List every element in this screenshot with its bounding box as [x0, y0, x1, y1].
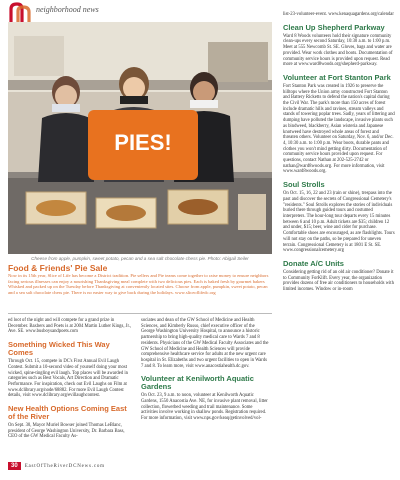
photo-caption: Cheese from apple, pumpkin, sweet potato, pecan and a sea salt chocolate chess pie. Photo: Abigail Seiler: [31, 256, 249, 261]
shepherd-body: Ward 8 Woods volunteers hold their signature community clean-ups every second Saturday, 10:30 a.m. to 1:00 p.m. Meet at 555 Newcomb St. SE. Gloves, bags and water are provided. Wear work clothes and boots. Documentation of community service hours is provided upon request. Read more at www.ward8woods.org/shepherd-parkway.: [283, 33, 393, 68]
column-2: [141, 318, 269, 422]
food-friends-heading: Food & Friends' Pie Sale: [8, 263, 108, 273]
sign-text: PIES!: [114, 130, 172, 155]
stanton-body: Fort Stanton Park was created in 1926 to preserve the hilltops where the Union army constructed Fort Stanton and Battery Ricketts to defend the nation's capital during the Civil War. The park's more than 150 acres of forest include dramatic hills and ravines, stream valleys and stands of towering poplar trees. Sadly, years of littering and dumping have polluted the landscape, invasive plants such as bindweed, blackberry, Asian wisteria and Japanese knotweed have destroyed whole areas of forest and threaten others. Volunteer on Saturday, Nov. 6, and/or Dec. 4, 10:30 a.m. to 1:00 p.m. Wear boots, durable pants and clothes you won't mind getting dirty. Documentation of community service hours provided upon request. For questions, contact Nathan at 202-525-2742 or nathan@ward8woods.org. For more information, visit www.ward8woods.org.: [283, 83, 395, 175]
photo-illustration: [8, 22, 272, 254]
publication-name: EastOfTheRiverDCNews.com: [24, 463, 105, 469]
new-health-heading: New Health Options Coming East of the River: [8, 404, 127, 422]
section-logo-icon: [8, 2, 34, 24]
soul-strolls-heading: Soul Strolls: [283, 180, 325, 190]
kenilworth-body: On Oct. 23, 9 a.m. to noon, volunteer at Kenilworth Aquatic Gardens, 1550 Anacostia Ave. NE, for invasive plant removal, litter collection, flowerbed weeding and trail maintenance. Some activities involve working in shallow ponds. Registration required. For more information, visit www.nps.gov/keaq/getinvolved/vol-: [141, 393, 268, 422]
kenilworth-heading: Volunteer at Kenilworth Aquatic Gardens: [141, 374, 254, 392]
col2-intro: sociates and dean of the GW School of Medicine and Health Sciences, and Kimberly Russo, chief executive officer of the George Washington University Hospital, to announce a historic partnership to bring high-quality medical care to Wards 7 and 8 residents. Physicians of the GW Medical Faculty Associates and the GW School of Medicine and Health Sciences will provide comprehensive healthcare service for adults at the new urgent care hospital in St. Elizabeths and two urgent facilities to open in Wards 7 and 8. To learn more, visit www.anacostiahealth.dc.gov.: [141, 318, 269, 369]
donate-body: Considering getting rid of an old air conditioner? Donate it to Community ForKlift. Every year, the organization provides dozens of free air conditioners to households with limited incomes. Window or in-room: [283, 269, 394, 293]
donate-heading: Donate A/C Units: [283, 258, 344, 268]
something-wicked-body: Through Oct. 15, compete in DC's First Annual Evil Laugh Contest. Submit a 10-second video of yourself doing your most wicked, spine-tingling evil laugh. Top places will be awarded in categories such as Best Vocals, Art Direction and Dramatic Performance. For inspiration, check out Evil Laughs on Film at www.dclibrary.org/node/68882. For more Evil Laugh Contest details, visit www.dclibrary.org/evillaughcontest.: [8, 359, 128, 399]
something-wicked-heading: Something Wicked This Way Comes: [8, 340, 110, 358]
col1-intro: ed loot of the night and will compete for a grand prize in December. Baxbers and Poets is at 2004 Martin Luther Kings, Jr., Ave. SE. www.busboysandpoets.com: [8, 318, 132, 335]
volunteers-photo: [8, 22, 272, 254]
column-3: [283, 12, 395, 293]
food-friends-body: Now in its 15th year, Slice of Life has become a District tradition. Pie sellers and Pie teams come together to raise money to ensure neighbors facing serious illnesses can enjoy a nourishing Thanksgiving meal complete with two delicious pies. Each is baked fresh by gourmet bakers Whisked and packed up on the Tuesday before Thanksgiving at conveniently located sites. Choose from apple, pumpkin, sweet potato, pecan and a sea salt chocolate chess pie. There is no easier way to give back during the holidays. www.sliceoflifedc.org: [8, 273, 269, 295]
shepherd-heading: Clean Up Shepherd Parkway: [283, 22, 385, 32]
new-health-body: On Sept. 30, Mayor Muriel Bowser joined Thomas LeBlanc, president of George Washington University, Dr. Barbara Bass, CEO of the GW Medical Faculty As-: [8, 423, 125, 440]
section-title: neighborhood news: [36, 5, 99, 14]
page-footer: [8, 462, 105, 470]
page-number: 30: [8, 462, 21, 470]
section-divider: [8, 313, 272, 314]
col3-intro: list-23-volunteer-event. www.kenaquagardens.org/calendar: [283, 12, 394, 17]
soul-strolls-body: On Oct. 15, 16, 22 and 23 (rain or shine), trespass into the past and discover the secrets of Congressional Cemetery's "residents." Soul Strolls explores the stories of individuals buried there through guided tours and costumed interpreters. The hour-long tour departs every 15 minutes between 6 and 10 p.m. Adult tickets are $35; children 12 and under, $15; beer, wine and cider for purchase. Comfortable shoes are encouraged, as are flashlights. Tours will not stay on the paths, so be prepared for uneven terrain. Congressional Cemetery is at 1801 E St. SE. www.congressionalcemetery.org: [283, 191, 395, 254]
stanton-heading: Volunteer at Fort Stanton Park: [283, 72, 391, 82]
column-1: [8, 318, 134, 440]
